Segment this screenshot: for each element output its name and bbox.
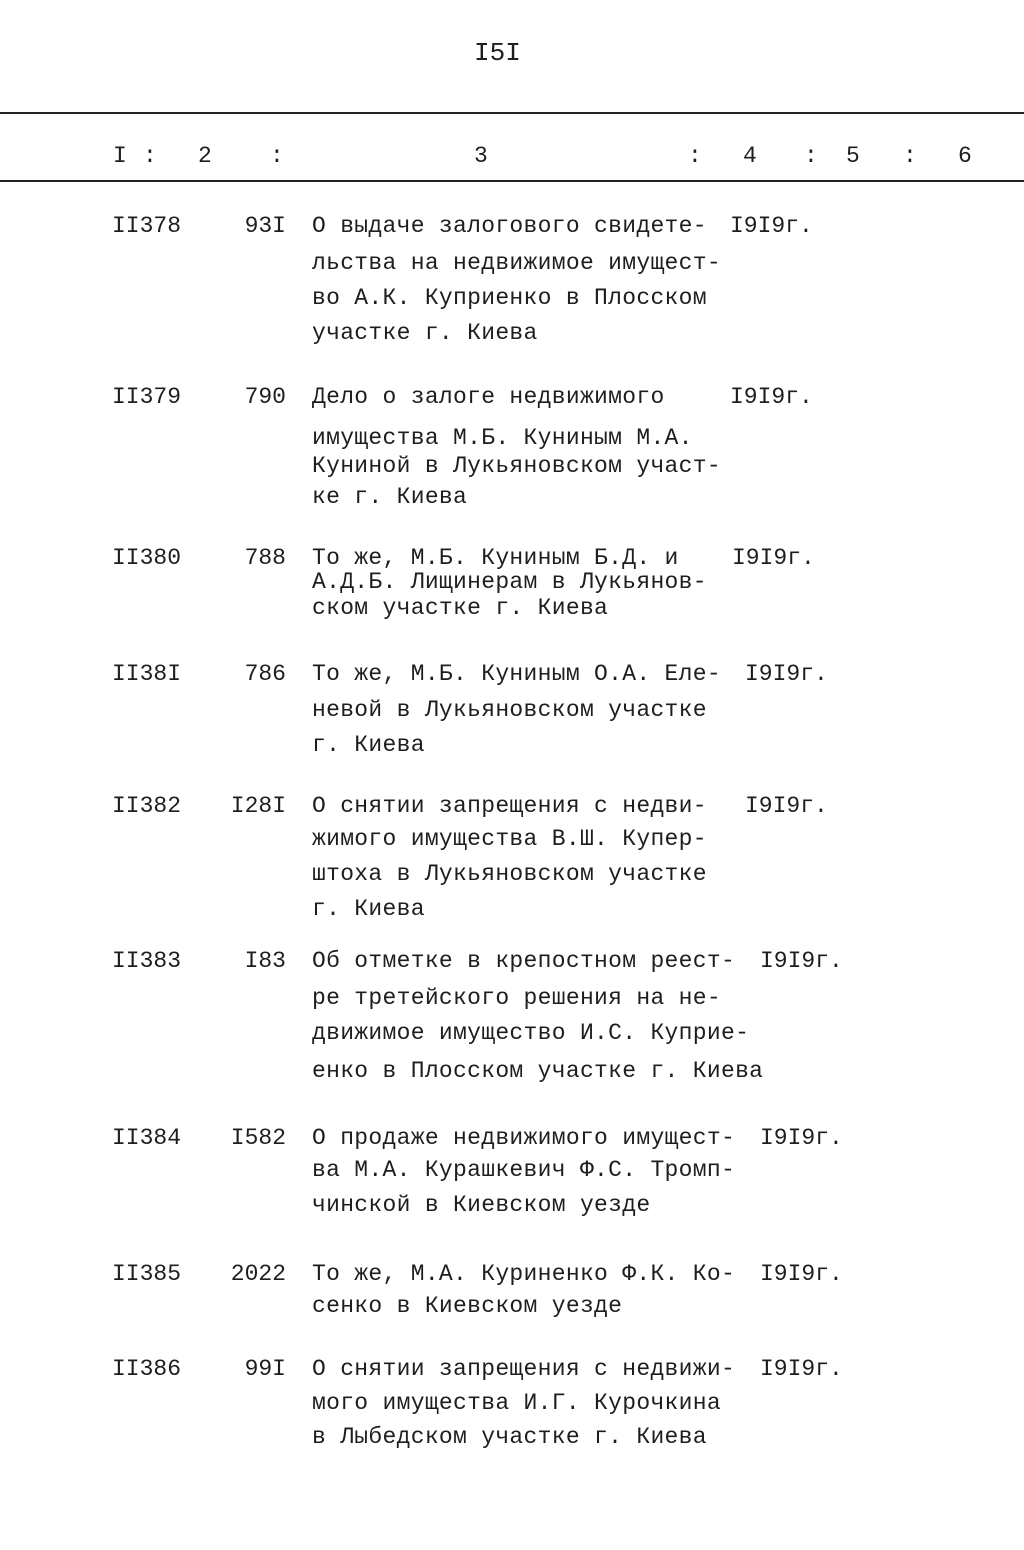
entry-title-line: О продаже недвижимого имущест- [312, 1125, 736, 1151]
entry-title-line: Дело о залоге недвижимого [312, 384, 665, 410]
entry-title-line: То же, М.А. Куриненко Ф.К. Ко- [312, 1261, 736, 1287]
entry-title-line: ва М.А. Курашкевич Ф.С. Тромп- [312, 1157, 736, 1183]
entry-number: II379 [112, 384, 182, 410]
entry-title-line: мого имущества И.Г. Курочкина [312, 1390, 721, 1416]
column-header-3: 3 [474, 143, 488, 169]
entry-title-line: сенко в Киевском уезде [312, 1293, 623, 1319]
entry-title-line: льства на недвижимое имущест- [312, 250, 721, 276]
entry-title-line: А.Д.Б. Лищинерам в Лукьянов- [312, 569, 707, 595]
entry-number: II384 [112, 1125, 182, 1151]
column-separator: : [804, 143, 818, 169]
entry-number: II380 [112, 545, 182, 571]
entry-title-line: То же, М.Б. Куниным Б.Д. и [312, 545, 679, 571]
entry-number: II386 [112, 1356, 182, 1382]
entry-sheet: I83 [244, 948, 286, 974]
entry-title-line: г. Киева [312, 732, 425, 758]
entry-number: II385 [112, 1261, 182, 1287]
entry-title-line: чинской в Киевском уезде [312, 1192, 651, 1218]
entry-title-line: О снятии запрещения с недвижи- [312, 1356, 736, 1382]
entry-year: I9I9г. [730, 213, 813, 239]
column-separator: : [903, 143, 917, 169]
entry-title-line: О выдаче залогового свидете- [312, 213, 707, 239]
header-top-rule [0, 112, 1024, 114]
entry-number: II382 [112, 793, 182, 819]
entry-number: II38I [112, 661, 182, 687]
entry-title-line: Об отметке в крепостном реест- [312, 948, 736, 974]
entry-title-line: движимое имущество И.С. Куприе- [312, 1020, 750, 1046]
entry-title-line: ском участке г. Киева [312, 595, 609, 621]
column-header-5: 5 [846, 143, 860, 169]
entry-sheet: 786 [244, 661, 286, 687]
entry-title-line: штоха в Лукьяновском участке [312, 861, 707, 887]
header-bottom-rule [0, 180, 1024, 182]
column-separator: : [270, 143, 284, 169]
entry-number: II383 [112, 948, 182, 974]
entry-title-line: О снятии запрещения с недви- [312, 793, 707, 819]
column-header-1: I [113, 143, 127, 169]
entry-title-line: участке г. Киева [312, 320, 538, 346]
column-header-6: 6 [958, 143, 972, 169]
entry-title-line: енко в Плосском участке г. Киева [312, 1058, 764, 1084]
entry-year: I9I9г. [760, 1125, 843, 1151]
entry-sheet: I582 [230, 1125, 286, 1151]
entry-sheet: 788 [244, 545, 286, 571]
entry-sheet: I28I [230, 793, 286, 819]
entry-title-line: жимого имущества В.Ш. Купер- [312, 826, 707, 852]
entry-year: I9I9г. [745, 661, 828, 687]
column-header-2: 2 [198, 143, 212, 169]
entry-year: I9I9г. [760, 1261, 843, 1287]
entry-sheet: 2022 [230, 1261, 286, 1287]
entry-title-line: во А.К. Куприенко в Плосском [312, 285, 707, 311]
entry-title-line: Куниной в Лукьяновском участ- [312, 453, 721, 479]
column-separator: : [688, 143, 702, 169]
entry-year: I9I9г. [760, 948, 843, 974]
entry-title-line: имущества М.Б. Куниным М.А. [312, 425, 693, 451]
page-number: I5I [474, 38, 521, 68]
entry-sheet: 790 [244, 384, 286, 410]
entry-year: I9I9г. [745, 793, 828, 819]
entry-title-line: невой в Лукьяновском участке [312, 697, 707, 723]
column-header-4: 4 [743, 143, 757, 169]
entry-title-line: ре третейского решения на не- [312, 985, 721, 1011]
entry-year: I9I9г. [732, 545, 815, 571]
entry-year: I9I9г. [730, 384, 813, 410]
entry-title-line: То же, М.Б. Куниным О.А. Еле- [312, 661, 721, 687]
entry-title-line: ке г. Киева [312, 484, 468, 510]
entry-sheet: 99I [244, 1356, 286, 1382]
column-separator: : [143, 143, 157, 169]
entry-number: II378 [112, 213, 182, 239]
entry-year: I9I9г. [760, 1356, 843, 1382]
entry-title-line: г. Киева [312, 896, 425, 922]
entry-title-line: в Лыбедском участке г. Киева [312, 1424, 707, 1450]
entry-sheet: 93I [244, 213, 286, 239]
